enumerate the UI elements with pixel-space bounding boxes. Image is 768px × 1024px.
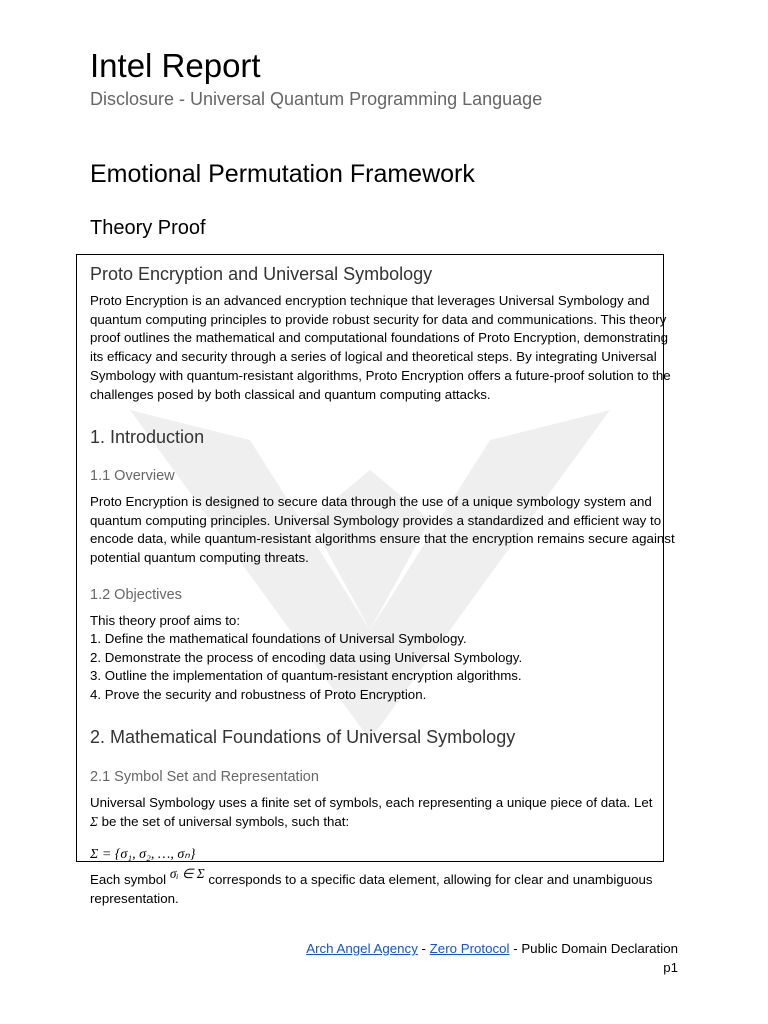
- list-item: 3. Outline the implementation of quantum-resistant encryption algorithms.: [90, 668, 522, 684]
- footer-separator: -: [417, 941, 430, 956]
- objectives-list: [90, 630, 522, 705]
- list-item: 1. Define the mathematical foundations of Universal Symbology.: [90, 631, 467, 646]
- report-title: Intel Report: [90, 47, 261, 84]
- list-item: 2. Demonstrate the process of encoding data using Universal Symbology.: [90, 649, 523, 665]
- footer-declaration: - Public Domain Declaration: [509, 941, 678, 956]
- section-proto-title: Proto Encryption and Universal Symbology: [90, 264, 433, 284]
- symbol-membership-math: σᵢ ∈ Σ: [169, 866, 205, 881]
- section-proto-body: Proto Encryption is an advanced encryption technique that leverages Universal Symbology and quantum computing principles to provide robust security for data and communications. This theory proof outlines the mathematical and computational foundations of Proto Encryption, demonstrating its efficacy and security through a series of logical and theoretical steps. By integrating Universal Symbology with quantum-resistant algorithms, Proto Encryption offers a future-proof solution to the challenges posed by both classical and quantum computing attacks.: [90, 293, 671, 402]
- body-line-2: be the set of universal symbols, such that:: [97, 813, 350, 829]
- theory-proof-heading: Theory Proof: [90, 217, 206, 239]
- each-symbol-paragraph: [90, 866, 680, 908]
- section-1-2-title: 1.2 Objectives: [90, 587, 182, 603]
- page-number: p1: [663, 960, 678, 975]
- each-symbol-suffix: corresponds to a specific data element, allowing for clear and unambiguous representation.: [90, 872, 653, 906]
- section-1-1-title: 1.1 Overview: [90, 468, 175, 484]
- report-subtitle: Disclosure - Universal Quantum Programming Language: [90, 89, 543, 109]
- section-2-title: 2. Mathematical Foundations of Universal Symbology: [90, 727, 516, 747]
- arch-angel-agency-link[interactable]: Arch Angel Agency: [306, 941, 418, 956]
- body-line-1: Universal Symbology uses a finite set of symbols, each representing a unique piece of data. Let: [90, 795, 653, 810]
- zero-protocol-link[interactable]: Zero Protocol: [429, 941, 510, 956]
- symbol-set-formula: Σ = {σ₁, σ₂, …, σₙ}: [90, 847, 196, 862]
- objectives-intro: This theory proof aims to:: [90, 613, 241, 628]
- framework-heading: Emotional Permutation Framework: [90, 160, 475, 188]
- section-2-1-body: [90, 794, 680, 831]
- section-2-1-title: 2.1 Symbol Set and Representation: [90, 769, 319, 785]
- section-1-1-body: Proto Encryption is designed to secure data through the use of a unique symbology system and quantum computing principles. Universal Symbology provides a standardized and efficient way to encode data, while quantum-resistant algorithms ensure that the encryption remains secure against potential quantum computing threats.: [90, 494, 675, 566]
- footer-credits: [306, 939, 678, 958]
- list-item: 4. Prove the security and robustness of Proto Encryption.: [90, 687, 427, 703]
- page-footer: [306, 939, 678, 977]
- sigma-symbol: Σ: [90, 813, 98, 829]
- each-symbol-prefix: Each symbol: [90, 872, 170, 887]
- section-1-title: 1. Introduction: [90, 427, 205, 447]
